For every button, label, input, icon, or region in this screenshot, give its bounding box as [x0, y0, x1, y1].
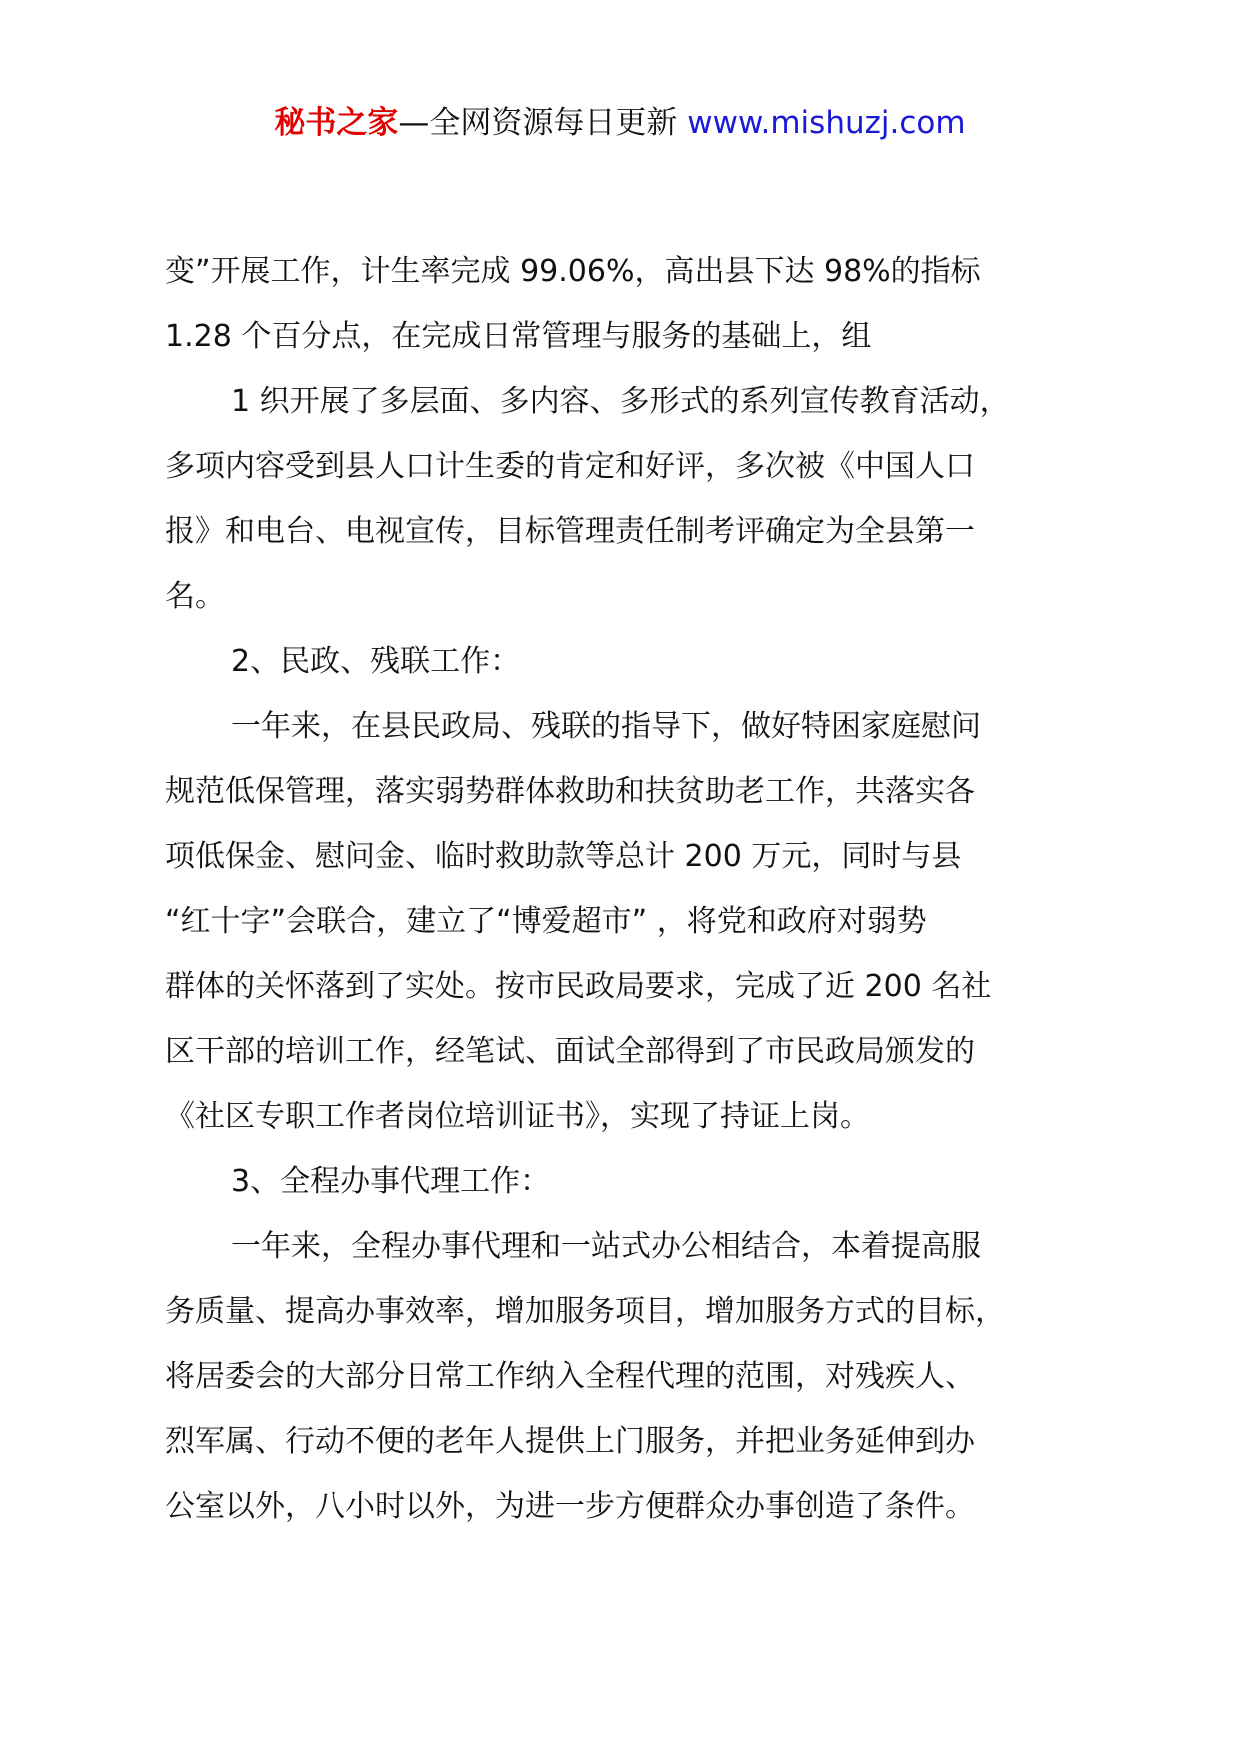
- text-line: 群体的关怀落到了实处。按市民政局要求，完成了近 200 名社: [165, 969, 992, 1004]
- text-line: 公室以外，八小时以外，为进一步方便群众办事创造了条件。: [165, 1489, 975, 1524]
- section-heading: 2、民政、残联工作：: [231, 644, 521, 679]
- text-line: 项低保金、慰问金、临时救助款等总计 200 万元，同时与县: [165, 839, 962, 874]
- text-line: 多项内容受到县人口计生委的肯定和好评，多次被《中国人口: [165, 449, 975, 484]
- text-line: 务质量、提高办事效率，增加服务项目，增加服务方式的目标，: [165, 1294, 1005, 1329]
- text-line: 一年来，在县民政局、残联的指导下，做好特困家庭慰问: [231, 709, 981, 744]
- text-line: 1 织开展了多层面、多内容、多形式的系列宣传教育活动，: [231, 384, 1010, 419]
- text-line: 将居委会的大部分日常工作纳入全程代理的范围，对残疾人、: [165, 1359, 975, 1394]
- text-line: 一年来，全程办事代理和一站式办公相结合，本着提高服: [231, 1229, 981, 1264]
- text-line: 报》和电台、电视宣传，目标管理责任制考评确定为全县第一: [165, 514, 975, 549]
- header-tagline: —全网资源每日更新: [398, 105, 688, 141]
- document-body: [165, 239, 1125, 1539]
- section-heading: 3、全程办事代理工作：: [231, 1164, 551, 1199]
- text-line: 《社区专职工作者岗位培训证书》，实现了持证上岗。: [165, 1099, 870, 1134]
- text-line: 规范低保管理，落实弱势群体救助和扶贫助老工作，共落实各: [165, 774, 975, 809]
- page-header: [0, 103, 1240, 143]
- text-line: “红十字”会联合，建立了“博爱超市” ，将党和政府对弱势: [165, 904, 927, 939]
- brand-name: 秘书之家: [274, 105, 399, 141]
- text-line: 名。: [165, 579, 225, 614]
- text-line: 区干部的培训工作，经笔试、面试全部得到了市民政局颁发的: [165, 1034, 975, 1069]
- text-line: 烈军属、行动不便的老年人提供上门服务，并把业务延伸到办: [165, 1424, 975, 1459]
- text-line: 变”开展工作，计生率完成 99.06%，高出县下达 98%的指标: [165, 254, 981, 289]
- text-line: 1.28 个百分点，在完成日常管理与服务的基础上，组: [165, 319, 872, 354]
- site-url-link[interactable]: www.mishuzj.com: [687, 105, 966, 141]
